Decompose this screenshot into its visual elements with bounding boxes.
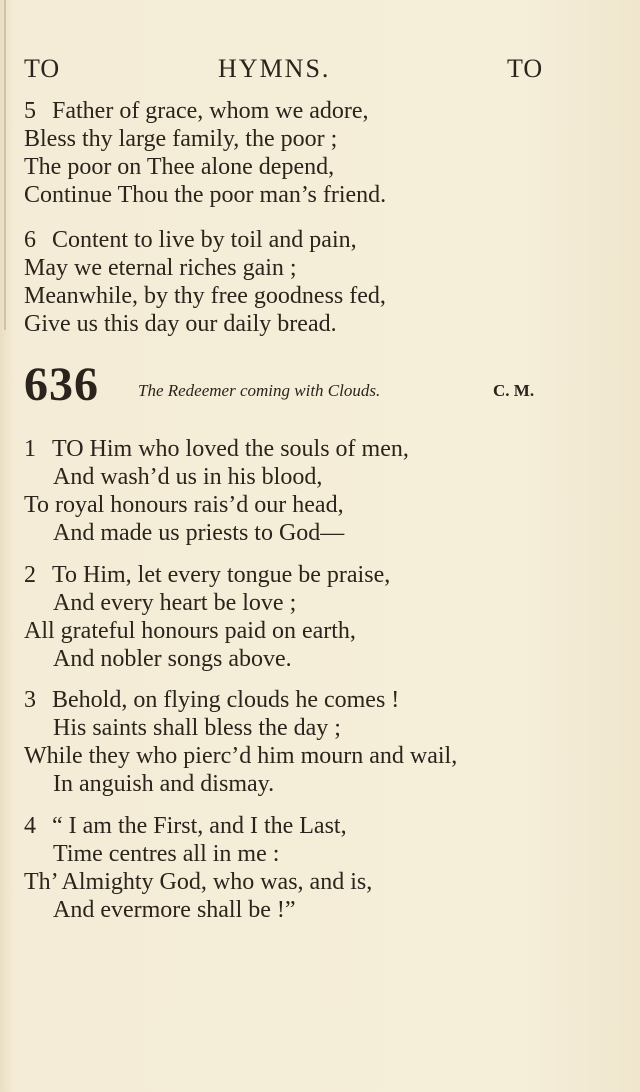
running-head-right: TO bbox=[507, 54, 544, 83]
stanza-number: 6 bbox=[24, 227, 36, 253]
stanza-line: While they who pierc’d him mourn and wail, bbox=[24, 743, 458, 769]
stanza-number: 2 bbox=[24, 562, 36, 588]
prev-stanza-5 bbox=[24, 97, 386, 209]
hymn-meter: C. M. bbox=[493, 381, 535, 400]
stanza-line: The poor on Thee alone depend, bbox=[24, 154, 335, 180]
hymn-stanza-4 bbox=[24, 812, 372, 924]
stanza-line bbox=[24, 686, 457, 714]
stanza-line: Th’ Almighty God, who was, and is, bbox=[24, 869, 373, 895]
stanza-text: To Him, let every tongue be praise, bbox=[52, 562, 391, 588]
stanza-text: “ I am the First, and I the Last, bbox=[52, 813, 347, 839]
running-head-left: TO bbox=[24, 54, 61, 83]
page-gutter bbox=[4, 0, 6, 330]
hymn-stanza-1 bbox=[24, 435, 409, 547]
hymn-title: The Redeemer coming with Clouds. bbox=[138, 381, 381, 400]
stanza-number: 4 bbox=[24, 813, 36, 839]
stanza-line: And wash’d us in his blood, bbox=[53, 464, 323, 490]
hymn-header bbox=[24, 360, 624, 410]
hymn-number: 636 bbox=[24, 358, 99, 411]
stanza-line: And nobler songs above. bbox=[53, 646, 292, 672]
stanza-line bbox=[24, 97, 386, 125]
stanza-line: Give us this day our daily bread. bbox=[24, 311, 337, 337]
stanza-line: All grateful honours paid on earth, bbox=[24, 618, 356, 644]
stanza-line: Time centres all in me : bbox=[53, 841, 280, 867]
stanza-text: TO Him who loved the souls of men, bbox=[52, 436, 409, 462]
stanza-number: 1 bbox=[24, 436, 36, 462]
running-head bbox=[0, 54, 640, 88]
prev-stanza-6 bbox=[24, 226, 386, 338]
stanza-line: And made us priests to God— bbox=[53, 520, 345, 546]
stanza-line: In anguish and dismay. bbox=[53, 771, 275, 797]
hymn-stanza-3 bbox=[24, 686, 457, 798]
stanza-line: May we eternal riches gain ; bbox=[24, 255, 297, 281]
stanza-line bbox=[24, 561, 390, 589]
stanza-line: And evermore shall be !” bbox=[53, 897, 296, 923]
stanza-line: Continue Thou the poor man’s friend. bbox=[24, 182, 387, 208]
stanza-line bbox=[24, 435, 409, 463]
stanza-line: And every heart be love ; bbox=[53, 590, 297, 616]
hymn-stanza-2 bbox=[24, 561, 390, 673]
stanza-line: To royal honours rais’d our head, bbox=[24, 492, 344, 518]
stanza-text: Content to live by toil and pain, bbox=[52, 227, 357, 253]
stanza-number: 3 bbox=[24, 687, 36, 713]
running-head-title: HYMNS. bbox=[218, 54, 331, 83]
stanza-line: His saints shall bless the day ; bbox=[53, 715, 341, 741]
stanza-text: Behold, on flying clouds he comes ! bbox=[52, 687, 400, 713]
stanza-number: 5 bbox=[24, 98, 36, 124]
stanza-line: Bless thy large family, the poor ; bbox=[24, 126, 338, 152]
stanza-line bbox=[24, 812, 372, 840]
stanza-line: Meanwhile, by thy free goodness fed, bbox=[24, 283, 386, 309]
stanza-line bbox=[24, 226, 386, 254]
stanza-text: Father of grace, whom we adore, bbox=[52, 98, 369, 124]
